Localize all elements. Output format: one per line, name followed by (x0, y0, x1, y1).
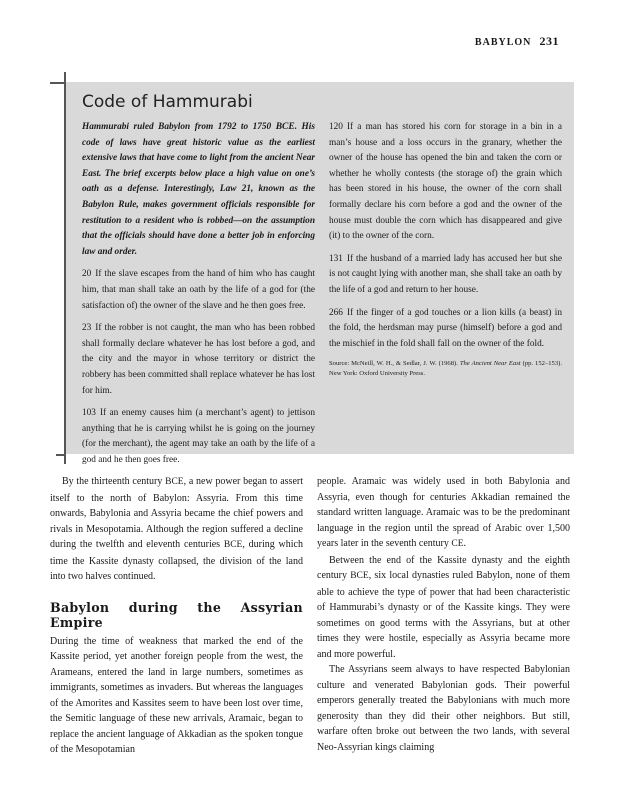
sidebar-box (66, 82, 574, 465)
law-number: 131 (329, 253, 343, 264)
law-entry (82, 267, 315, 314)
era-label: BCE (275, 122, 295, 132)
era-label: CE (451, 539, 464, 549)
section-heading: Babylon during the Assyrian Empire (50, 599, 303, 630)
law-text: If the robber is not caught, the man who has been robbed shall formally declare whatever he has lost before a god, and the city and the mayor in whose territory or district the robbery has been committed shall replace whatever he has lost for him. (82, 323, 315, 396)
body-paragraph (317, 553, 570, 663)
running-head (475, 34, 559, 49)
law-text: If the husband of a married lady has accused her but she is not caught lying with another man, she shall take an oath by the life of a god and return to her house. (329, 253, 562, 295)
era-label: BCE (350, 571, 369, 581)
sidebar-column-right (329, 120, 562, 475)
body-column-left (50, 474, 303, 758)
source-text-start: Source: McNeill, W. H., & Sedlar, J. W. (1968). (329, 360, 460, 368)
page-number: 231 (539, 34, 559, 48)
paragraph-text: , six local dynasties ruled Babylon, none of them able to achieve the type of power that had been characteristic of Hammurabi’s dynasty or of the Kassite kings. They were sometimes on good terms with the Assyrians, but at other times they were hostile, especially as Assyria became more and more powerful. (317, 570, 570, 660)
law-number: 23 (82, 323, 92, 334)
law-text: If an enemy causes him (a merchant’s agent) to jettison anything that he is carrying whilst he is going on the journey (for the merchant), the agent may take an oath by the life of a god and he then goes free. (82, 408, 315, 465)
law-number: 120 (329, 122, 343, 132)
running-head-section: BABYLON (474, 37, 532, 48)
era-label: BCE (223, 540, 243, 550)
law-entry (329, 120, 562, 245)
law-text: If the slave escapes from the hand of him who has caught him, that man shall take an oath by the life of a god for (the satisfaction of) the owner of the slave and he then goes free. (82, 269, 315, 311)
source-title: The Ancient Near East (459, 360, 521, 368)
paragraph-text: , a new power began to assert itself to the north of Babylon: Assyria. From this time onwards, Babylonia and Assyria became the chief powers and rivals in Mesopotamia. Although the region suffered a decline during the twelfth and eleventh centuries (50, 476, 304, 550)
law-entry (82, 321, 315, 399)
source-citation (329, 359, 562, 378)
law-number: 266 (329, 307, 343, 318)
body-paragraph (317, 474, 570, 553)
law-number: 103 (82, 408, 96, 419)
body-paragraph: During the time of weakness that marked the end of the Kassite period, yet another foreign people from the west, the Arameans, entered the land in large numbers, sometimes as immigrants, sometimes as invaders. But whereas the languages of the Amorites and Kassites seem to have been lost over time, the Semitic language of these new arrivals, Aramaic, began to replace the ancient language of Akkadian as the spoken tongue of the Mesopotamian (50, 635, 303, 755)
paragraph-text: . (463, 538, 467, 549)
intro-text-end: . His code of laws have great historic value as the earliest extensive laws that have come to light from the ancient Near East. The brief excerpts below place a high value on one’s oath as a defense. Interestingly, Law 21, known as the Babylon Rule, makes government officials responsible for restitution to a resident who is robbed—on the assumption that the officials should have done a better job in enforcing law and order. (82, 122, 315, 257)
body-columns (50, 474, 570, 758)
sidebar-intro (82, 120, 315, 260)
intro-text-start: Hammurabi ruled Babylon from 1792 to 1750 (82, 122, 276, 132)
body-paragraph: The Assyrians seem always to have respected Babylonian culture and venerated Babylonian gods. Their powerful emperors generally treated the Babylonians with much more generosity than they did their other neighbors. But still, warfare often broke out between the two lands, with several Neo-Assyrian kings claiming (317, 664, 570, 753)
sidebar-column-left (82, 120, 315, 475)
sidebar-columns (82, 120, 562, 475)
paragraph-text: , during which time the Kassite dynasty collapsed, the division of the land into two halves continued. (50, 539, 303, 582)
law-entry (82, 406, 315, 468)
source-text-end: (pp. 152–153). New York: Oxford University Press. (329, 360, 562, 377)
sidebar-rule-top (50, 82, 66, 84)
law-text: If a man has stored his corn for storage in a bin in a man’s house and a loss occurs in the granary, whether the owner of the house has opened the bin and taken the corn or whether he wholly contests (the storage of) the grain which has been stored in his house, the owner of the corn shall formally declare his corn before a god and the owner of the house must double the corn which has disappeared and give (it) to the owner of the corn. (329, 122, 562, 242)
law-entry (329, 252, 562, 299)
law-text: If the finger of a god touches or a lion kills (a beast) in the fold, the herdsman may purse (himself) before a god and the mischief in the fold shall fall on the owner of the fold. (329, 307, 562, 349)
sidebar-title: Code of Hammurabi (82, 92, 253, 112)
paragraph-text: people. Aramaic was widely used in both Babylonia and Assyria, even though for centuries Akkadian remained the standard written language. Aramaic was to be the predominant language in the region until the spread of Arabic over 1,500 years later in the seventh century (317, 476, 570, 549)
law-number: 20 (82, 269, 92, 280)
law-entry (329, 306, 562, 353)
body-paragraph (50, 474, 303, 585)
body-column-right (317, 474, 570, 758)
sidebar-rule-bottom (56, 454, 66, 456)
paragraph-text: Between the end of the Kassite dynasty and the eighth century (317, 554, 570, 581)
paragraph-text: By the thirteenth century (62, 476, 166, 487)
era-label: BCE (165, 477, 184, 487)
